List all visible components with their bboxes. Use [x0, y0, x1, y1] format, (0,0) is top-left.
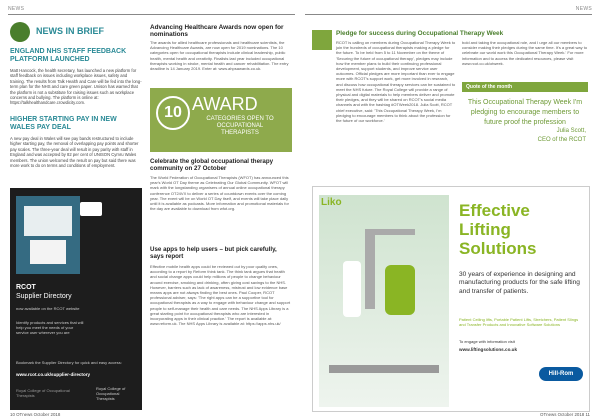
quote-role: CEO of the RCOT	[537, 137, 586, 143]
rcot-ad[interactable]	[10, 188, 142, 410]
left-header-rule	[8, 14, 295, 15]
ad-footer: Royal College of Occupational Therapists	[16, 388, 70, 399]
story-body-nhs-feedback: Matt Hancock, the health secretary, has launched a new platform for staff feedback on issues including workplace issues, safety and training. The results from Talk Health and Care will be fed into the long-term plan for the NHS and care green paper. Unison has warned that the platform is not a substitute for raising issues such as workplace concerns and bullying. The platform is online at: https://talkhealthandcare.crowdicity.com.	[10, 68, 142, 106]
award-word: AWARD	[192, 94, 258, 114]
celebrate-body: The World Federation of Occupational Therapists (WFOT) has announced this year's World OT Day theme as Celebrating Our Global Community. WFOT will mark with the longstanding organisers of annual online occupational therapy conference OT24VX to deliver a series of countdown events over the coming year. The event will be on World OT Day itself, and events will take place daily until it is available as podcasts. More information and promotional materials for the day are available to download from wfot.org.	[150, 175, 289, 212]
rcot-badge	[80, 202, 102, 216]
pledge-body: RCOT is calling on members during Occupational Therapy Week to join the hundreds of occupational therapists making a pledge for the future. To be held from 5 to 11 November on the theme of 'Securing the future of occupational therapy', pledges may include how the member plans to build their continuing professional development, support students, and improve service user outcomes. Official pledges are more important than ever to engage more with RCOT's support work, get more involved in research, and discuss how occupational therapy services can be sustained to meet the NHS future. The Royal College will provide a range of physical and digital materials to help members deliver and promote their pledges, and they will be shared on RCOT's social media channels and with the hashtag #OTWeek2018. Julia Scott, RCOT chief executive, said: 'This Occupational Therapy Week, I'm pledging to encourage members to think about the profession for the future of our workforce.'	[336, 40, 456, 124]
ad-brand: RCOT	[16, 284, 36, 291]
pledge-title: Pledge for success during Occupational Therapy Week	[336, 30, 504, 37]
story-title-wales-pay: HIGHER STARTING PAY IN NEW WALES PAY DEAL	[10, 116, 117, 131]
left-page-footer: 10 OTnews October 2018	[10, 412, 61, 417]
right-page-footer: OTnews October 2018 11	[540, 412, 590, 417]
news-in-brief-title: NEWS IN BRIEF	[36, 26, 105, 36]
lift-boom	[365, 229, 415, 235]
right-page-header: NEWS	[575, 6, 592, 12]
ad-body-2: Identify products and services that will help you meet the needs of your service user wherever you are	[16, 320, 84, 336]
apps-title: Use apps to help users – but pick carefully, says report	[150, 246, 277, 261]
award-number: 10	[156, 96, 190, 130]
liko-headline: Effective Lifting Solutions	[459, 201, 537, 258]
ad-url[interactable]: www.rcot.co.uk/supplier-directory	[16, 372, 91, 377]
awards-body: The awards for allied healthcare professionals and healthcare scientists, the Advancing Healthcare Awards, are now open for 2019 nominations. The 10 categories open for occupational therapists include clinical leadership, public health, mental health and creativity. Finalists last year included occupational therapists working in stroke, mental health and cancer rehabilitation. The entry deadline is 14 January 2019. Enter at: www.ahpsawards.co.uk.	[150, 40, 289, 72]
news-icon	[10, 22, 30, 42]
lift-base	[329, 365, 439, 373]
liko-more-info: To engage with information visit	[459, 339, 515, 344]
left-page-header: NEWS	[8, 6, 25, 12]
right-header-rule	[305, 14, 592, 15]
liko-products: Patient Ceiling lifts, Portable Patient Lifts, Stretchers, Patient Slings and Transfer Products and Innovative Software Solutions	[459, 317, 579, 328]
award-subtitle: CATEGORIES OPEN TO OCCUPATIONAL THERAPISTS	[206, 116, 274, 136]
laptop-screen	[24, 206, 72, 236]
pledge-body-continued: bold and taking the occupational role, and I urge all our members to consider making their pledges during the same time. It's a great way to celebrate our world work this Occupational Therapy Week.' For more information and to access the dedicated resources, please visit www.rcot.co.uk/otweek.	[462, 40, 588, 66]
quote-heading-bar	[462, 82, 588, 92]
liko-subline: 30 years of experience in designing and manufacturing products for the safe lifting and transfer of patients.	[459, 271, 580, 295]
liko-ad[interactable]	[312, 186, 590, 412]
rcot-logo-text: Royal College of Occupational Therapists	[96, 386, 126, 402]
ad-body-1: now available on the RCOT website	[16, 306, 80, 311]
quote-author: Julia Scott,	[556, 128, 586, 134]
ad-photo	[319, 195, 449, 407]
hillrom-logo: Hill-Rom	[539, 367, 583, 381]
story-title-nhs-feedback: ENGLAND NHS STAFF FEEDBACK PLATFORM LAUNCHED	[10, 48, 127, 63]
pledge-icon	[312, 30, 332, 50]
apps-body: Effective mobile health apps could be reviewed out by poor quality ones, according to a report by Reform think tank. The think tank argues that health and social change apps could help millions of people to change behaviour around exercise, smoking and drinking, often giving cost savings to the NHS. However, barriers such as lack of awareness, mistrust and low evidence base means apps are not always finding the best ones. Paul Cooper, RCOT professional adviser, says: 'The right apps can be a supportive tool for occupational therapists as a way to engage with behaviour change and support people to self-manage their health and care needs. The NHS Apps Library is a great starting point for occupational therapists who are interested in incorporating apps in their clinical practice.' The report is available at: www.reform.uk. The NHS Apps Library is available at: https://apps.nhs.uk/	[150, 264, 291, 327]
awards-title: Advancing Healthcare Awards now open for nominations	[150, 24, 284, 39]
lift-mast	[365, 229, 375, 309]
patient-sling	[385, 265, 415, 315]
awards-banner	[150, 88, 292, 152]
ad-title: Supplier Directory	[16, 293, 72, 300]
liko-url[interactable]: www.liftingsolutions.co.uk	[459, 347, 518, 352]
ad-body-3: Bookmark the Supplier Directory for quick and easy access:	[16, 360, 122, 365]
celebrate-title: Celebrate the global occupational therapy community on 27 October	[150, 158, 274, 173]
story-body-wales-pay: A new pay deal in Wales will see pay bands restructured to include higher starting pay, the removal of overlapping pay points and shorter pay scales. The three-year deal will result in pay parity with staff in England and was accepted by 82 per cent of UNISON Cymru Wales members. The union welcomed the result on pay but said there was more work to do on terms and conditions of employment.	[10, 136, 139, 169]
liko-brand: Liko	[321, 197, 342, 208]
phone-screen	[30, 240, 66, 264]
quote-heading: Quote of the month	[466, 84, 513, 90]
carer-figure	[343, 261, 361, 317]
ad-laptop-image	[16, 196, 80, 274]
quote-text: This Occupational Therapy Week I'm pledging to encourage members to future proof the profession	[467, 99, 583, 126]
